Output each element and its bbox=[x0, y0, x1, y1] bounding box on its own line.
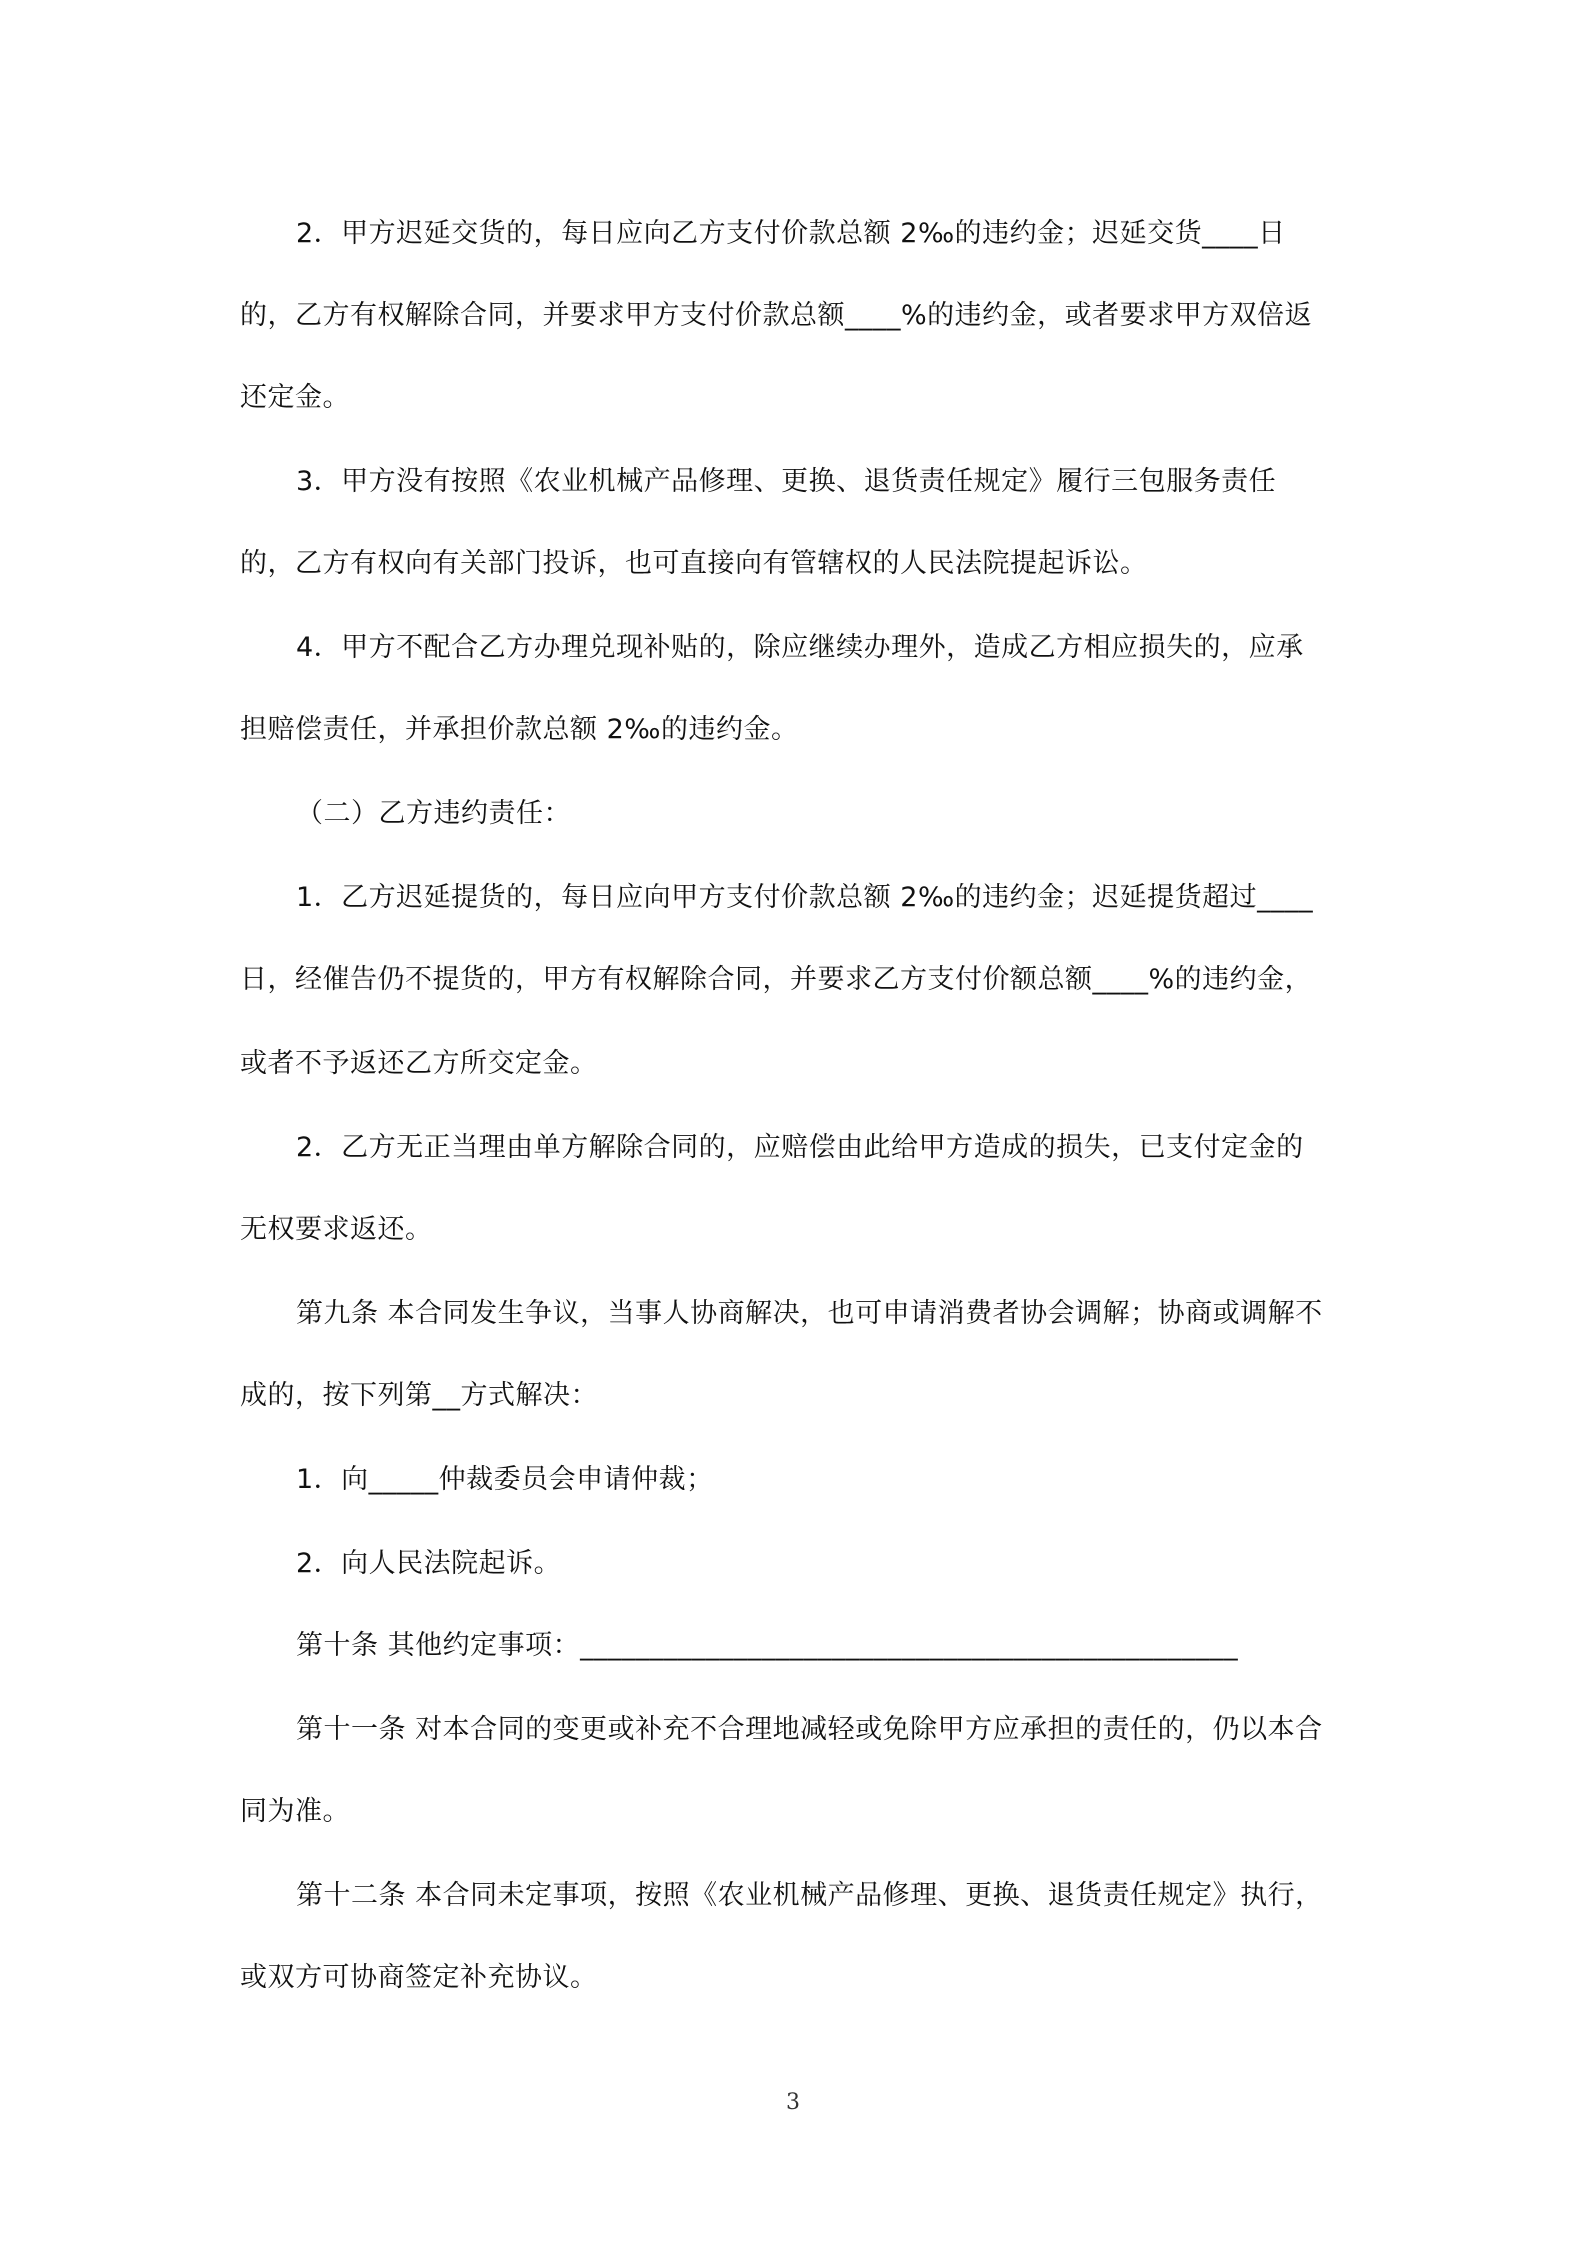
article-nine: 第九条 本合同发生争议，当事人协商解决，也可申请消费者协会调解；协商或调解不 bbox=[296, 1298, 1323, 1329]
paragraph-line: 日，经催告仍不提货的，甲方有权解除合同，并要求乙方支付价额总额____%的违约金， bbox=[240, 964, 1313, 995]
paragraph-line: 2．甲方迟延交货的，每日应向乙方支付价款总额 2‰的违约金；迟延交货____日 bbox=[296, 218, 1286, 249]
paragraph-line: 或者不予返还乙方所交定金。 bbox=[240, 1048, 598, 1079]
paragraph-line: 或双方可协商签定补充协议。 bbox=[240, 1962, 598, 1993]
paragraph-line: 的，乙方有权向有关部门投诉，也可直接向有管辖权的人民法院提起诉讼。 bbox=[240, 548, 1148, 579]
paragraph-line: 的，乙方有权解除合同，并要求甲方支付价款总额____%的违约金，或者要求甲方双倍返 bbox=[240, 300, 1313, 331]
article-eleven: 第十一条 对本合同的变更或补充不合理地减轻或免除甲方应承担的责任的，仍以本合 bbox=[296, 1714, 1323, 1745]
paragraph-line: 4．甲方不配合乙方办理兑现补贴的，除应继续办理外，造成乙方相应损失的，应承 bbox=[296, 632, 1304, 663]
paragraph-line: 担赔偿责任，并承担价款总额 2‰的违约金。 bbox=[240, 714, 799, 745]
paragraph-line: 同为准。 bbox=[240, 1796, 350, 1827]
paragraph-line: 3．甲方没有按照《农业机械产品修理、更换、退货责任规定》履行三包服务责任 bbox=[296, 466, 1277, 497]
option-arbitration: 1．向_____仲裁委员会申请仲裁； bbox=[296, 1464, 714, 1495]
article-twelve: 第十二条 本合同未定事项，按照《农业机械产品修理、更换、退货责任规定》执行， bbox=[296, 1880, 1323, 1911]
paragraph-line: 还定金。 bbox=[240, 382, 350, 413]
paragraph-line: 无权要求返还。 bbox=[240, 1214, 433, 1245]
page-number: 3 bbox=[786, 2090, 800, 2115]
paragraph-line: 成的，按下列第__方式解决： bbox=[240, 1380, 598, 1411]
paragraph-line: 1．乙方迟延提货的，每日应向甲方支付价款总额 2‰的违约金；迟延提货超过____ bbox=[296, 882, 1314, 913]
section-heading: （二）乙方违约责任： bbox=[296, 798, 571, 829]
article-ten: 第十条 其他约定事项：_______________________________________________ bbox=[296, 1630, 1239, 1661]
option-court: 2．向人民法院起诉。 bbox=[296, 1548, 562, 1579]
paragraph-line: 2．乙方无正当理由单方解除合同的，应赔偿由此给甲方造成的损失，已支付定金的 bbox=[296, 1132, 1304, 1163]
